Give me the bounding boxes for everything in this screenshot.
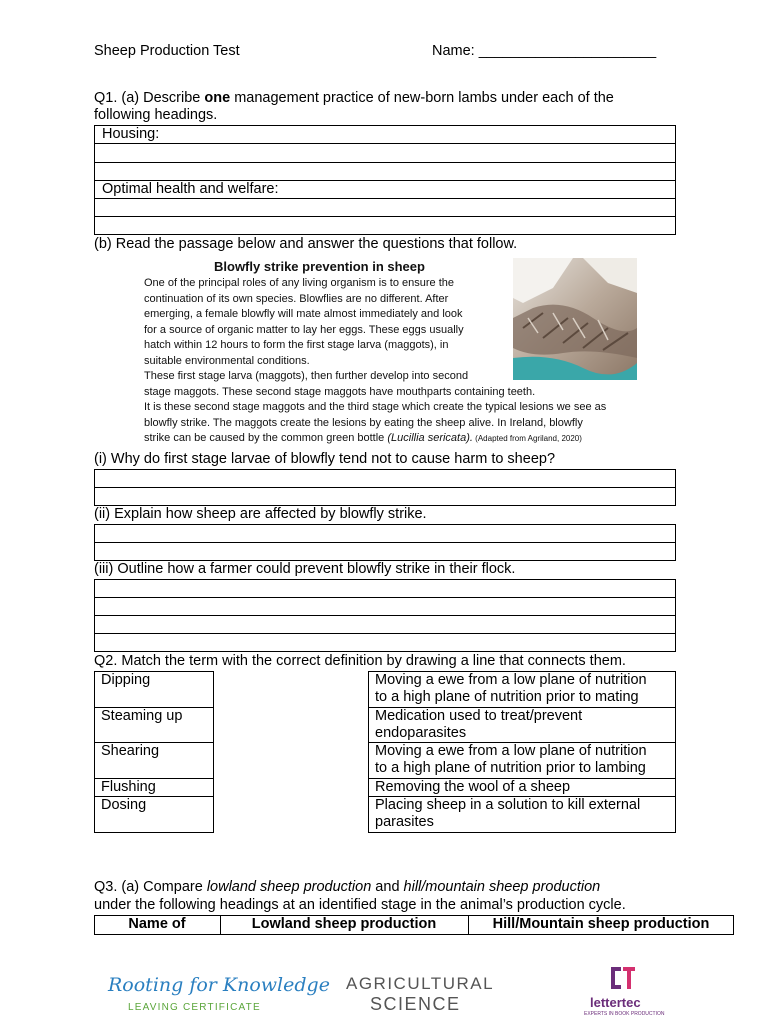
q2-prompt: Q2. Match the term with the correct definition by drawing a line that connects them. bbox=[94, 653, 626, 669]
passage-line: emerging, a female blowfly will mate almost immediately and look bbox=[144, 308, 463, 320]
agricultural-science-logo bbox=[340, 972, 500, 1018]
passage-line: One of the principal roles of any living organism is to ensure the bbox=[144, 277, 454, 289]
term-label: Steaming up bbox=[101, 708, 183, 724]
logo2-line1: AGRICULTURAL bbox=[346, 974, 495, 993]
rooting-for-knowledge-logo bbox=[94, 966, 330, 1018]
q1-line2: following headings. bbox=[94, 107, 218, 123]
q1b-intro: (b) Read the passage below and answer the questions that follow. bbox=[94, 236, 518, 252]
definition-3[interactable] bbox=[368, 742, 676, 779]
row-divider bbox=[94, 487, 676, 488]
passage-line: suitable environmental conditions. bbox=[144, 354, 310, 367]
passage-last-text: strike can be caused by the common green bottle bbox=[144, 432, 388, 444]
row-divider bbox=[94, 162, 676, 163]
q3-term-lowland: lowland sheep production bbox=[206, 879, 372, 895]
q3-header-lowland: Lowland sheep production bbox=[251, 916, 437, 932]
row-divider bbox=[94, 633, 676, 634]
q3-line1 bbox=[94, 879, 600, 896]
passage-source: (Adapted from Agriland, 2020) bbox=[472, 434, 582, 443]
test-title: Sheep Production Test bbox=[94, 43, 240, 59]
passage-line: blowfly strike. The maggots create the lesions by eating the sheep alive. In Ireland, blowfly bbox=[144, 416, 583, 429]
logo1-subtitle: LEAVING CERTIFICATE bbox=[128, 1002, 261, 1013]
definition-line: Placing sheep in a solution to kill external bbox=[375, 797, 641, 813]
q3-text-pre: Q3. (a) Compare bbox=[94, 879, 207, 895]
wool-maggot-photo bbox=[513, 258, 637, 380]
row-divider bbox=[94, 216, 676, 217]
q3-header-name: Name of bbox=[128, 916, 186, 932]
passage-title: Blowfly strike prevention in sheep bbox=[214, 259, 425, 274]
definition-2[interactable] bbox=[368, 707, 676, 743]
definition-line: to a high plane of nutrition prior to lambing bbox=[375, 760, 646, 776]
definition-line: Medication used to treat/prevent bbox=[375, 708, 583, 724]
lettertec-name: lettertec bbox=[590, 995, 641, 1010]
lettertec-mark-icon bbox=[608, 964, 638, 992]
lettertec-logo bbox=[580, 964, 670, 1020]
q1-text-pre: Q1. (a) Describe bbox=[94, 90, 205, 106]
term-shearing[interactable] bbox=[94, 742, 214, 779]
passage-line: These first stage larva (maggots), then further develop into second bbox=[144, 370, 469, 382]
row-divider bbox=[94, 597, 676, 598]
passage-line: hatch within 12 hours to form the first stage larva (maggots), in bbox=[144, 339, 449, 351]
passage-line-last bbox=[144, 431, 644, 447]
row-divider bbox=[94, 542, 676, 543]
definition-1[interactable] bbox=[368, 671, 676, 708]
row-divider bbox=[94, 615, 676, 616]
passage-line: It is these second stage maggots and the third stage which create the typical lesions we see as bbox=[144, 401, 607, 413]
row-divider bbox=[94, 198, 676, 199]
q1-text-post: management practice of new-born lambs under each of the bbox=[230, 90, 614, 106]
question-iii: (iii) Outline how a farmer could prevent blowfly strike in their flock. bbox=[94, 561, 516, 577]
q1-text-bold: one bbox=[204, 90, 231, 106]
lettertec-tagline: EXPERTS IN BOOK PRODUCTION bbox=[584, 1011, 665, 1017]
term-label: Dosing bbox=[101, 797, 147, 813]
name-line: Name: ______________________ bbox=[432, 43, 657, 59]
species-name: (Lucillia sericata). bbox=[387, 432, 473, 444]
term-label: Shearing bbox=[101, 743, 160, 759]
term-flushing[interactable] bbox=[94, 778, 214, 797]
passage-line: stage maggots. These second stage maggots have mouthparts containing teeth. bbox=[144, 385, 536, 398]
definition-line: Moving a ewe from a low plane of nutrition bbox=[375, 743, 647, 759]
term-dipping[interactable] bbox=[94, 671, 214, 708]
definition-line: Removing the wool of a sheep bbox=[375, 779, 571, 795]
question-i: (i) Why do first stage larvae of blowfly tend not to cause harm to sheep? bbox=[94, 451, 556, 467]
term-label: Flushing bbox=[101, 779, 156, 795]
passage-line: for a source of organic matter to lay her eggs. These eggs usually bbox=[144, 323, 464, 336]
definition-5[interactable] bbox=[368, 796, 676, 833]
row-divider bbox=[94, 143, 676, 144]
health-label: Optimal health and welfare: bbox=[102, 181, 279, 197]
q1-line1 bbox=[94, 90, 614, 107]
term-label: Dipping bbox=[101, 672, 151, 688]
q3-header-hill: Hill/Mountain sheep production bbox=[492, 916, 710, 932]
housing-label: Housing: bbox=[102, 126, 160, 142]
question-ii: (ii) Explain how sheep are affected by blowfly strike. bbox=[94, 506, 427, 522]
term-steaming-up[interactable] bbox=[94, 707, 214, 743]
definition-line: to a high plane of nutrition prior to mating bbox=[375, 689, 639, 705]
definition-line: Moving a ewe from a low plane of nutrition bbox=[375, 672, 647, 688]
definition-line: parasites bbox=[375, 814, 434, 830]
term-dosing[interactable] bbox=[94, 796, 214, 833]
definition-4[interactable] bbox=[368, 778, 676, 797]
definition-line: endoparasites bbox=[375, 725, 467, 741]
q3-line2: under the following headings at an identified stage in the animal’s production cycle. bbox=[94, 897, 626, 913]
logo2-line2: SCIENCE bbox=[370, 994, 461, 1014]
logo1-title: Rooting for Knowledge bbox=[108, 974, 330, 996]
q3-text-and: and bbox=[371, 879, 404, 895]
q3-term-hill: hill/mountain sheep production bbox=[403, 879, 601, 895]
passage-line: continuation of its own species. Blowflies are no different. After bbox=[144, 292, 449, 305]
